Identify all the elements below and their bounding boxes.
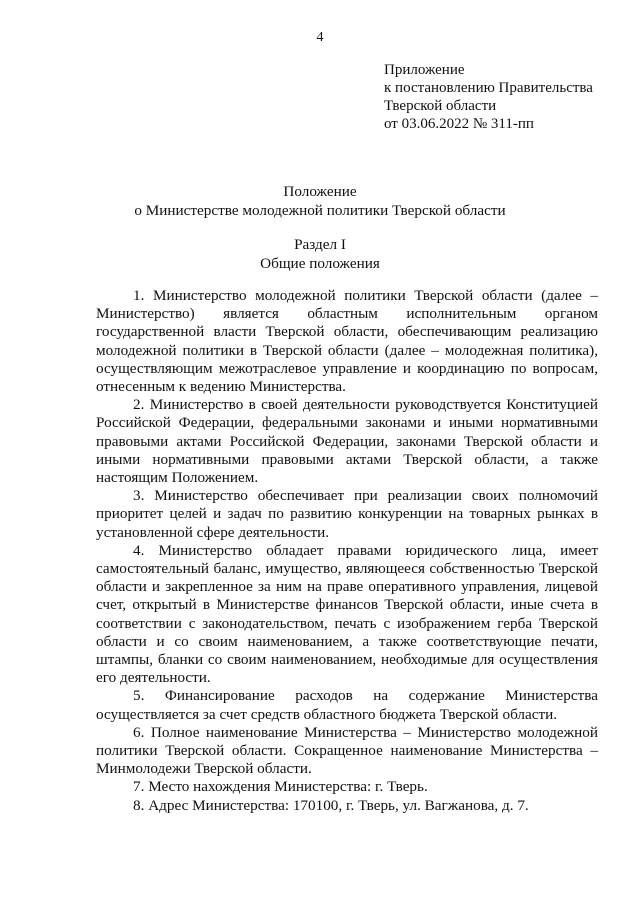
paragraph: 6. Полное наименование Министерства – Министерство молодежной политики Тверской области. Сокращенное наименование Министерства – Минмолодежи Тверской области.	[96, 723, 598, 778]
appendix-line: от 03.06.2022 № 311-пп	[384, 116, 534, 132]
paragraph: 5. Финансирование расходов на содержание Министерства осуществляется за счет средств областного бюджета Тверской области.	[96, 687, 598, 723]
section-name: Общие положения	[260, 255, 380, 272]
section-number: Раздел I	[294, 236, 346, 253]
appendix-header	[384, 61, 593, 133]
document-body	[96, 287, 598, 815]
appendix-line: Тверской области	[384, 98, 497, 114]
paragraph: 1. Министерство молодежной политики Тверской области (далее – Министерство) является областным исполнительным органом государственной власти Тверской области, обеспечивающим реализацию молодежной политики в Тверской области (далее – молодежная политика), осуществляющим межотраслевое управление и координацию по вопросам, отнесенным к ведению Министерства.	[96, 287, 598, 396]
title-line: Положение	[283, 183, 357, 200]
paragraph: 3. Министерство обеспечивает при реализации своих полномочий приоритет целей и задач по развитию конкуренции на товарных рынках в установленной сфере деятельности.	[96, 487, 598, 541]
appendix-line: к постановлению Правительства	[384, 80, 593, 96]
section-heading	[0, 235, 640, 273]
title-line: о Министерстве молодежной политики Тверской области	[134, 202, 506, 219]
paragraph: 4. Министерство обладает правами юридического лица, имеет самостоятельный баланс, имущество, являющееся собственностью Тверской области и закрепленное за ним на праве оперативного управления, лицевой счет, открытый в Министерстве финансов Тверской области, иные счета в соответствии с законодательством, печать с изображением герба Тверской области и со своим наименованием, а также соответствующие печати, штампы, бланки со своим наименованием, необходимые для осуществления его деятельности.	[96, 541, 598, 687]
document-title	[0, 182, 640, 220]
page-number: 4	[316, 30, 324, 45]
paragraph: 8. Адрес Министерства: 170100, г. Тверь, ул. Вагжанова, д. 7.	[133, 796, 529, 814]
appendix-line: Приложение	[384, 62, 465, 78]
paragraph: 7. Место нахождения Министерства: г. Тверь.	[133, 778, 428, 796]
paragraph: 2. Министерство в своей деятельности руководствуется Конституцией Российской Федерации, федеральными законами и иными нормативными правовыми актами Российской Федерации, законами Тверской области и иными нормативными правовыми актами Тверской области, а также настоящим Положением.	[96, 396, 598, 487]
